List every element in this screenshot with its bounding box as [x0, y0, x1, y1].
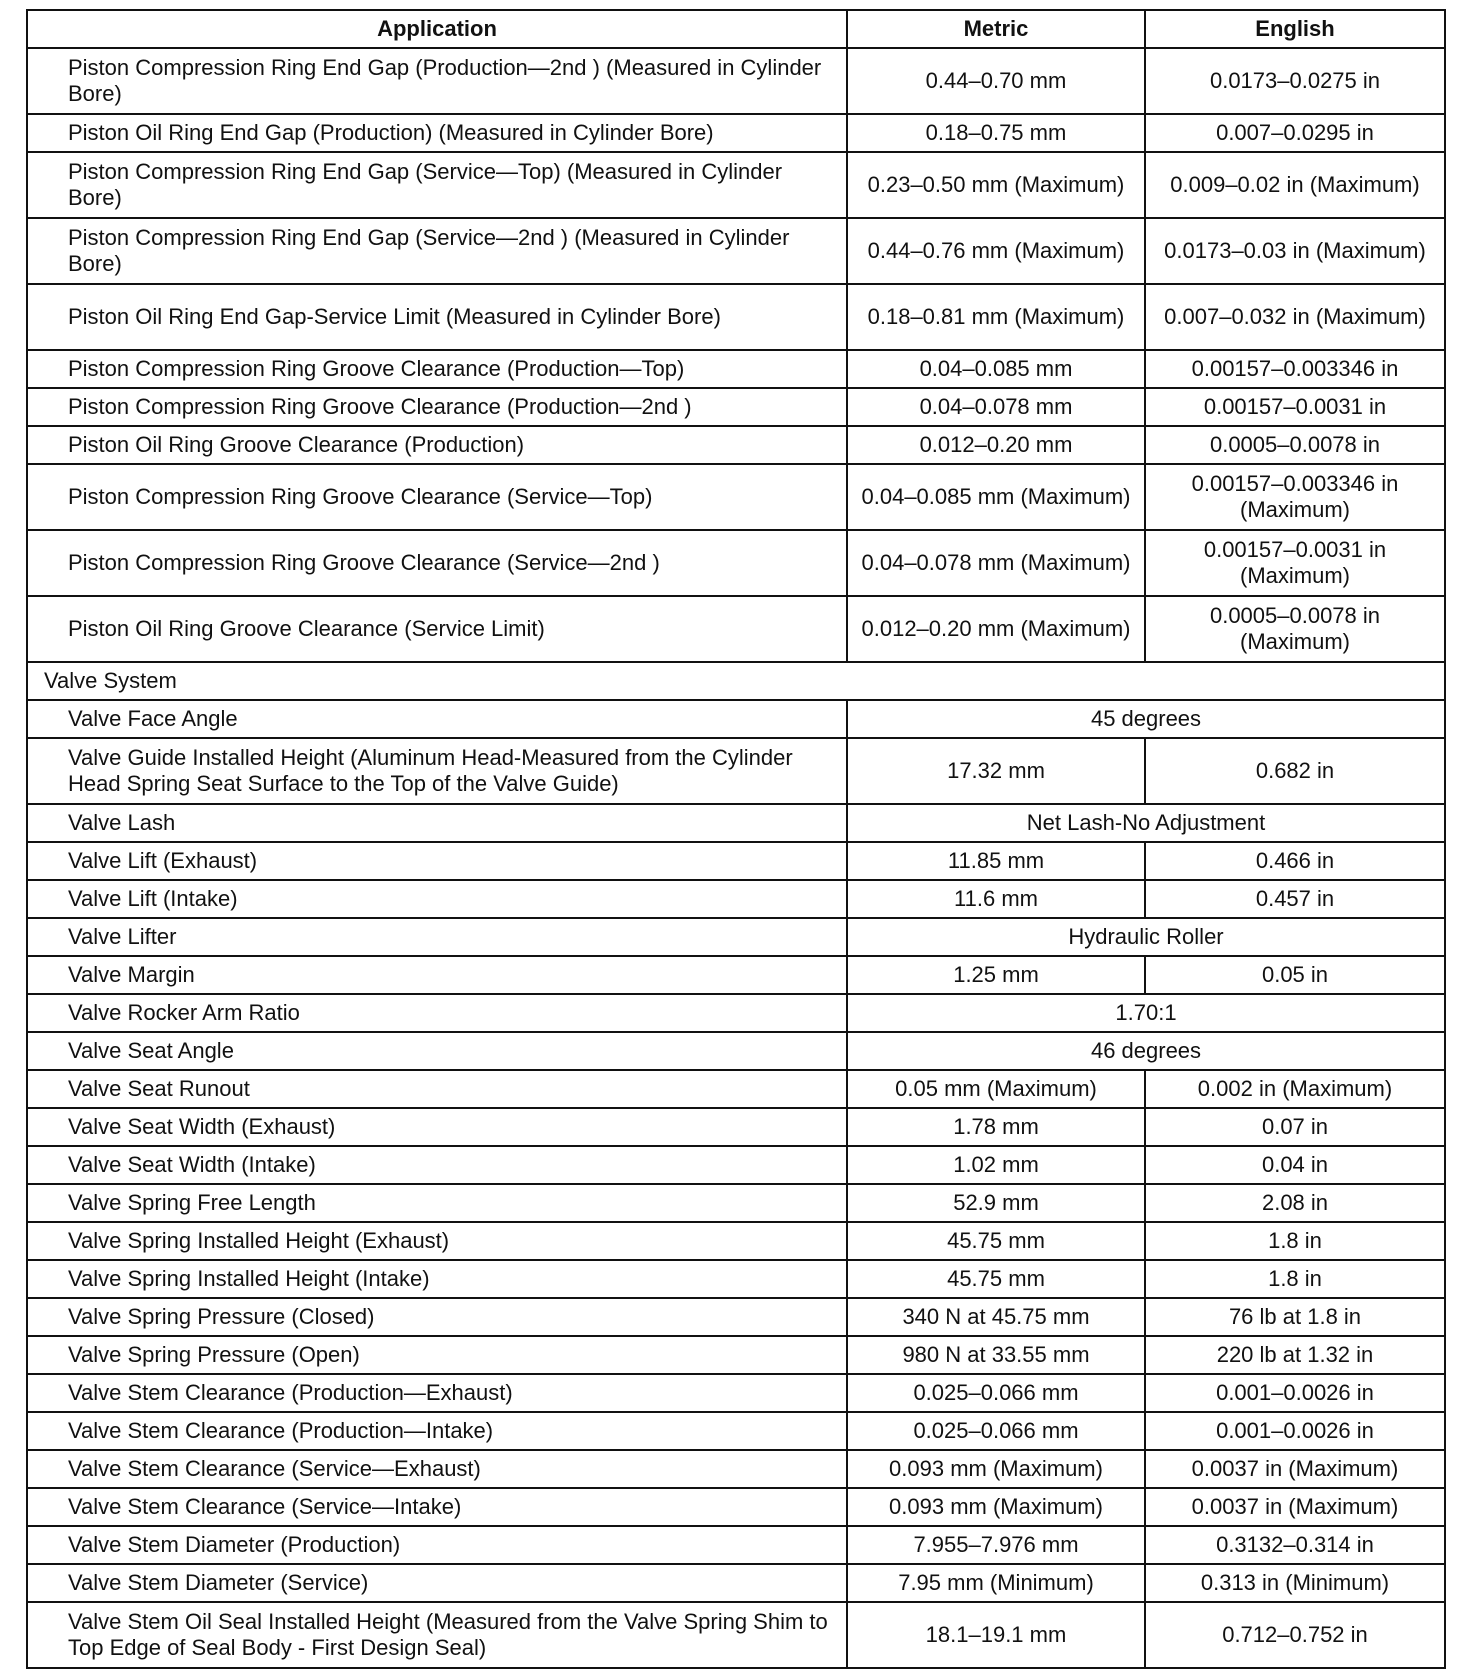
application-cell: Valve Stem Oil Seal Installed Height (Measured from the Valve Spring Shim to Top Edge of Seal Body - First Design Seal): [27, 1602, 847, 1668]
metric-cell: 980 N at 33.55 mm: [847, 1336, 1145, 1374]
table-row: [27, 804, 1445, 842]
application-cell: Valve Guide Installed Height (Aluminum Head-Measured from the Cylinder Head Spring Seat Surface to the Top of the Valve Guide): [27, 738, 847, 804]
application-cell: Piston Oil Ring End Gap-Service Limit (Measured in Cylinder Bore): [27, 284, 847, 350]
application-cell: Piston Oil Ring Groove Clearance (Service Limit): [27, 596, 847, 662]
table-row: [27, 956, 1445, 994]
english-cell: 0.001–0.0026 in: [1145, 1412, 1445, 1450]
table-row: [27, 1260, 1445, 1298]
header-english: English: [1145, 10, 1445, 48]
header-application: Application: [27, 10, 847, 48]
table-row: [27, 1298, 1445, 1336]
english-cell: 76 lb at 1.8 in: [1145, 1298, 1445, 1336]
metric-cell: 0.04–0.085 mm: [847, 350, 1145, 388]
header-metric: Metric: [847, 10, 1145, 48]
table-row: [27, 464, 1445, 530]
english-cell: 0.0037 in (Maximum): [1145, 1450, 1445, 1488]
metric-cell: 0.23–0.50 mm (Maximum): [847, 152, 1145, 218]
metric-cell: 1.78 mm: [847, 1108, 1145, 1146]
english-cell: 0.0005–0.0078 in (Maximum): [1145, 596, 1445, 662]
metric-cell: 0.04–0.078 mm (Maximum): [847, 530, 1145, 596]
table-row: [27, 738, 1445, 804]
table-row: [27, 1602, 1445, 1668]
metric-cell: 1.02 mm: [847, 1146, 1145, 1184]
application-cell: Valve Seat Width (Intake): [27, 1146, 847, 1184]
application-cell: Valve Stem Clearance (Production—Exhaust): [27, 1374, 847, 1412]
application-cell: Valve Margin: [27, 956, 847, 994]
application-cell: Piston Oil Ring Groove Clearance (Production): [27, 426, 847, 464]
combined-value-cell: Net Lash-No Adjustment: [847, 804, 1445, 842]
table-row: [27, 700, 1445, 738]
metric-cell: 0.012–0.20 mm (Maximum): [847, 596, 1145, 662]
application-cell: Valve Stem Diameter (Production): [27, 1526, 847, 1564]
english-cell: 2.08 in: [1145, 1184, 1445, 1222]
english-cell: 0.0005–0.0078 in: [1145, 426, 1445, 464]
application-cell: Valve Spring Pressure (Open): [27, 1336, 847, 1374]
english-cell: 0.002 in (Maximum): [1145, 1070, 1445, 1108]
english-cell: 0.0037 in (Maximum): [1145, 1488, 1445, 1526]
spec-table-container: [26, 9, 1444, 1669]
metric-cell: 0.44–0.76 mm (Maximum): [847, 218, 1145, 284]
header-row: [27, 10, 1445, 48]
table-row: [27, 426, 1445, 464]
english-cell: 0.001–0.0026 in: [1145, 1374, 1445, 1412]
application-cell: Valve Lifter: [27, 918, 847, 956]
metric-cell: 45.75 mm: [847, 1260, 1145, 1298]
table-row: [27, 1146, 1445, 1184]
table-row: [27, 1222, 1445, 1260]
table-row: [27, 1526, 1445, 1564]
table-row: [27, 284, 1445, 350]
metric-cell: 18.1–19.1 mm: [847, 1602, 1145, 1668]
combined-value-cell: Hydraulic Roller: [847, 918, 1445, 956]
table-row: [27, 1336, 1445, 1374]
english-cell: 0.0173–0.0275 in: [1145, 48, 1445, 114]
table-row: [27, 48, 1445, 114]
application-cell: Valve Face Angle: [27, 700, 847, 738]
combined-value-cell: 45 degrees: [847, 700, 1445, 738]
english-cell: 1.8 in: [1145, 1260, 1445, 1298]
application-cell: Valve Lift (Intake): [27, 880, 847, 918]
english-cell: 1.8 in: [1145, 1222, 1445, 1260]
english-cell: 0.04 in: [1145, 1146, 1445, 1184]
table-row: [27, 1374, 1445, 1412]
application-cell: Valve Seat Width (Exhaust): [27, 1108, 847, 1146]
table-row: [27, 1564, 1445, 1602]
english-cell: 0.007–0.032 in (Maximum): [1145, 284, 1445, 350]
application-cell: Piston Oil Ring End Gap (Production) (Measured in Cylinder Bore): [27, 114, 847, 152]
application-cell: Valve Rocker Arm Ratio: [27, 994, 847, 1032]
application-cell: Piston Compression Ring End Gap (Production—2nd ) (Measured in Cylinder Bore): [27, 48, 847, 114]
metric-cell: 0.04–0.078 mm: [847, 388, 1145, 426]
application-cell: Valve Stem Clearance (Service—Intake): [27, 1488, 847, 1526]
combined-value-cell: 1.70:1: [847, 994, 1445, 1032]
table-row: [27, 1450, 1445, 1488]
english-cell: 0.457 in: [1145, 880, 1445, 918]
application-cell: Piston Compression Ring End Gap (Service—Top) (Measured in Cylinder Bore): [27, 152, 847, 218]
english-cell: 0.009–0.02 in (Maximum): [1145, 152, 1445, 218]
metric-cell: 0.093 mm (Maximum): [847, 1488, 1145, 1526]
application-cell: Piston Compression Ring End Gap (Service—2nd ) (Measured in Cylinder Bore): [27, 218, 847, 284]
metric-cell: 0.025–0.066 mm: [847, 1374, 1145, 1412]
metric-cell: 11.85 mm: [847, 842, 1145, 880]
metric-cell: 0.025–0.066 mm: [847, 1412, 1145, 1450]
application-cell: Valve Seat Angle: [27, 1032, 847, 1070]
english-cell: 0.07 in: [1145, 1108, 1445, 1146]
table-row: [27, 1108, 1445, 1146]
section-label-valve-system: Valve System: [27, 662, 1445, 700]
table-row: [27, 1412, 1445, 1450]
application-cell: Valve Lift (Exhaust): [27, 842, 847, 880]
combined-value-cell: 46 degrees: [847, 1032, 1445, 1070]
english-cell: 0.00157–0.0031 in (Maximum): [1145, 530, 1445, 596]
metric-cell: 0.04–0.085 mm (Maximum): [847, 464, 1145, 530]
metric-cell: 0.44–0.70 mm: [847, 48, 1145, 114]
application-cell: Piston Compression Ring Groove Clearance (Production—Top): [27, 350, 847, 388]
application-cell: Valve Lash: [27, 804, 847, 842]
table-row: [27, 114, 1445, 152]
english-cell: 0.682 in: [1145, 738, 1445, 804]
table-row: [27, 152, 1445, 218]
table-row: [27, 218, 1445, 284]
english-cell: 0.466 in: [1145, 842, 1445, 880]
metric-cell: 11.6 mm: [847, 880, 1145, 918]
table-row: [27, 350, 1445, 388]
table-row: [27, 1032, 1445, 1070]
application-cell: Valve Spring Installed Height (Exhaust): [27, 1222, 847, 1260]
application-cell: Valve Spring Pressure (Closed): [27, 1298, 847, 1336]
application-cell: Valve Stem Diameter (Service): [27, 1564, 847, 1602]
table-row: [27, 842, 1445, 880]
metric-cell: 1.25 mm: [847, 956, 1145, 994]
table-row: [27, 1184, 1445, 1222]
application-cell: Valve Stem Clearance (Service—Exhaust): [27, 1450, 847, 1488]
english-cell: 0.00157–0.003346 in: [1145, 350, 1445, 388]
application-cell: Piston Compression Ring Groove Clearance (Production—2nd ): [27, 388, 847, 426]
english-cell: 0.712–0.752 in: [1145, 1602, 1445, 1668]
english-cell: 220 lb at 1.32 in: [1145, 1336, 1445, 1374]
table-row: [27, 1488, 1445, 1526]
application-cell: Valve Spring Free Length: [27, 1184, 847, 1222]
table-row: [27, 388, 1445, 426]
english-cell: 0.00157–0.0031 in: [1145, 388, 1445, 426]
english-cell: 0.007–0.0295 in: [1145, 114, 1445, 152]
application-cell: Valve Stem Clearance (Production—Intake): [27, 1412, 847, 1450]
metric-cell: 17.32 mm: [847, 738, 1145, 804]
section-row: [27, 662, 1445, 700]
table-row: [27, 530, 1445, 596]
metric-cell: 45.75 mm: [847, 1222, 1145, 1260]
metric-cell: 7.955–7.976 mm: [847, 1526, 1145, 1564]
metric-cell: 0.05 mm (Maximum): [847, 1070, 1145, 1108]
application-cell: Valve Seat Runout: [27, 1070, 847, 1108]
english-cell: 0.313 in (Minimum): [1145, 1564, 1445, 1602]
application-cell: Valve Spring Installed Height (Intake): [27, 1260, 847, 1298]
english-cell: 0.0173–0.03 in (Maximum): [1145, 218, 1445, 284]
table-row: [27, 880, 1445, 918]
specifications-table: [26, 9, 1446, 1669]
table-row: [27, 596, 1445, 662]
table-row: [27, 1070, 1445, 1108]
english-cell: 0.3132–0.314 in: [1145, 1526, 1445, 1564]
english-cell: 0.00157–0.003346 in (Maximum): [1145, 464, 1445, 530]
metric-cell: 0.18–0.81 mm (Maximum): [847, 284, 1145, 350]
metric-cell: 0.093 mm (Maximum): [847, 1450, 1145, 1488]
table-row: [27, 918, 1445, 956]
english-cell: 0.05 in: [1145, 956, 1445, 994]
table-row: [27, 994, 1445, 1032]
application-cell: Piston Compression Ring Groove Clearance (Service—2nd ): [27, 530, 847, 596]
metric-cell: 340 N at 45.75 mm: [847, 1298, 1145, 1336]
metric-cell: 0.012–0.20 mm: [847, 426, 1145, 464]
metric-cell: 52.9 mm: [847, 1184, 1145, 1222]
application-cell: Piston Compression Ring Groove Clearance (Service—Top): [27, 464, 847, 530]
metric-cell: 0.18–0.75 mm: [847, 114, 1145, 152]
metric-cell: 7.95 mm (Minimum): [847, 1564, 1145, 1602]
